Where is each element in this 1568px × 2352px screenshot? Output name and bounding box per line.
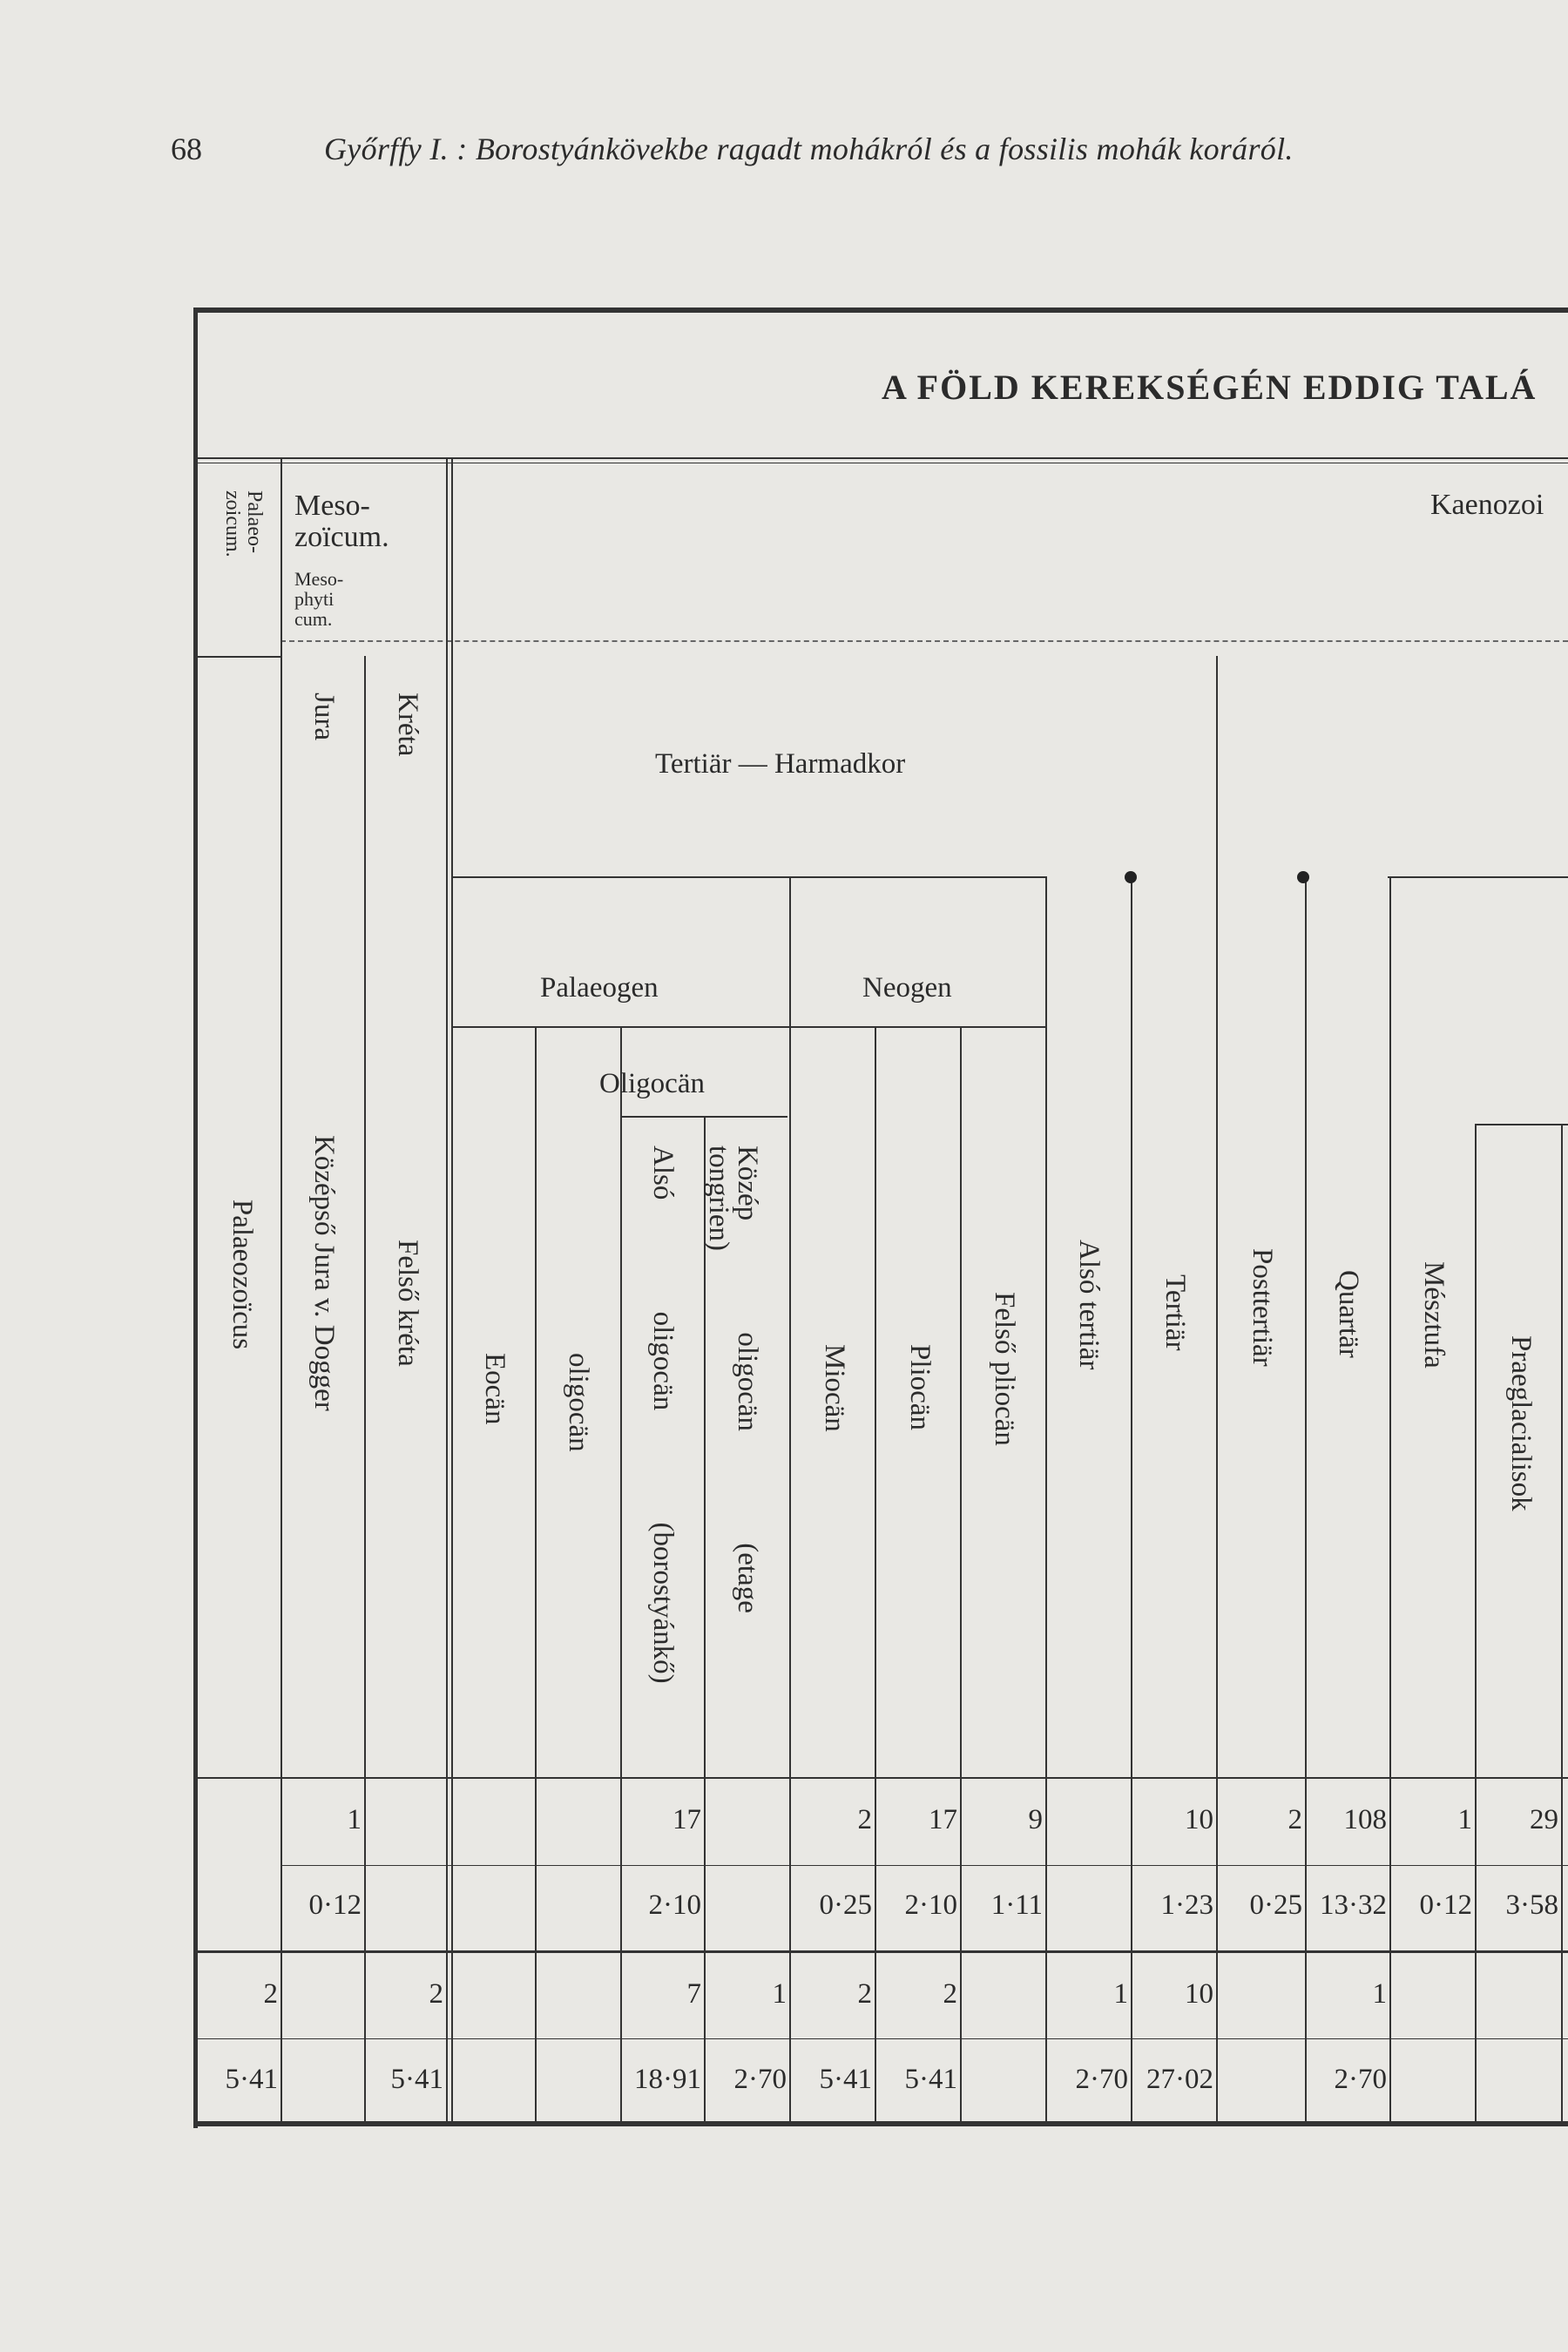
group-oligocan: Oligocän — [599, 1068, 705, 1099]
table-cell: 17 — [929, 1804, 957, 1835]
col-miocan: Miocän — [819, 1344, 850, 1432]
table-cell: 1 — [347, 1804, 362, 1835]
era-dashed-rule — [280, 640, 1568, 642]
col-rule — [364, 656, 366, 2126]
table-cell: 0·25 — [819, 1889, 872, 1921]
table-cell: 10 — [1185, 1978, 1213, 2010]
col-rule — [620, 1028, 622, 2126]
era-palaeozoicum: Palaeo- zoicum. — [220, 490, 266, 558]
table-bottom-border — [193, 2121, 1568, 2126]
table-cell: 2·70 — [1075, 2064, 1128, 2095]
col-rule — [875, 1028, 876, 2126]
era-kaenozoicum: Kaenozoi — [1430, 489, 1544, 521]
page-header — [0, 131, 1568, 174]
table-cell: 2·70 — [1334, 2064, 1387, 2095]
table-cell: 1·23 — [1160, 1889, 1213, 1921]
col-rule — [960, 1028, 962, 2126]
running-title: Győrffy I. : Borostyánkövekbe ragadt mohákról és a fossilis mohák koráról. — [324, 132, 1294, 166]
col-also-oligocan: Alsó oligocän (borostyánkő) — [647, 1146, 679, 1684]
period-jura: Jura — [308, 693, 340, 740]
row-rule-3 — [193, 2038, 1568, 2039]
era-mesozoicum: Meso- zoïcum. — [294, 490, 389, 553]
table-top-border — [193, 308, 1568, 313]
col-rule — [451, 457, 453, 2126]
col-rule — [1475, 1124, 1477, 2126]
col-eocan: Eocän — [479, 1353, 510, 1425]
table-cell: 18·91 — [634, 2064, 701, 2095]
period-tertiar: Tertiär — Harmadkor — [655, 748, 906, 780]
table-cell: 13·32 — [1320, 1889, 1387, 1921]
table-cell: 108 — [1343, 1804, 1387, 1835]
period-rule-right — [1388, 876, 1568, 878]
table-cell: 2·10 — [904, 1889, 957, 1921]
table-cell: 5·41 — [225, 2064, 278, 2095]
table-cell: 1·11 — [990, 1889, 1043, 1921]
table-cell: 1 — [1113, 1978, 1128, 2010]
table-cell: 5·41 — [819, 2064, 872, 2095]
praeglacial-rule — [1477, 1124, 1568, 1125]
table-cell: 2 — [263, 1978, 278, 2010]
era-rule — [193, 656, 280, 658]
table-cell: 10 — [1185, 1804, 1213, 1835]
col-rule — [1131, 876, 1132, 2126]
table-cell: 1 — [772, 1978, 787, 2010]
col-tertiar: Tertiär — [1159, 1274, 1191, 1351]
table-cell: 3·58 — [1505, 1889, 1558, 1921]
table-cell: 17 — [672, 1804, 701, 1835]
table-title: A FÖLD KEREKSÉGÉN EDDIG TALÁ — [882, 368, 1538, 407]
boundary-dot — [1297, 871, 1309, 883]
col-rule — [535, 1028, 537, 2126]
group-palaeogen: Palaeogen — [540, 972, 659, 1004]
col-rule — [1045, 876, 1047, 2126]
col-rule — [1389, 876, 1391, 2126]
col-rule — [789, 876, 791, 2126]
table-cell: 27·02 — [1146, 2064, 1213, 2095]
table-cell: 2·10 — [648, 1889, 701, 1921]
era-mesophyticum: Meso- phyti cum. — [294, 568, 344, 631]
col-rule — [280, 457, 282, 2126]
col-posttertiar: Posttertiär — [1247, 1248, 1278, 1367]
col-rule — [446, 457, 448, 2126]
col-felso-pliocan: Felső pliocän — [989, 1292, 1020, 1446]
table-cell: 2 — [857, 1804, 872, 1835]
table-cell: 1 — [1372, 1978, 1387, 2010]
table-cell: 0·12 — [308, 1889, 362, 1921]
col-rule — [1561, 1124, 1563, 2126]
table-cell: 2 — [1288, 1804, 1302, 1835]
table-cell: 7 — [686, 1978, 701, 2010]
table-cell: 2·70 — [733, 2064, 787, 2095]
row-rule-1 — [280, 1865, 1568, 1866]
table-left-border — [193, 308, 198, 2128]
title-rule — [193, 457, 1568, 459]
table-cell: 2 — [429, 1978, 443, 2010]
col-kozepso-jura: Középső Jura v. Dogger — [308, 1135, 340, 1411]
table-cell: 9 — [1028, 1804, 1043, 1835]
table-cell: 5·41 — [390, 2064, 443, 2095]
col-palaeozoicus: Palaeozoïcus — [226, 1199, 258, 1350]
col-praeglacialisok: Praeglacialisok — [1505, 1335, 1537, 1511]
row-rule-2 — [193, 1950, 1568, 1953]
table-cell: 1 — [1457, 1804, 1472, 1835]
table-cell: 5·41 — [904, 2064, 957, 2095]
period-rule — [453, 876, 1045, 878]
table-cell: 0·12 — [1419, 1889, 1472, 1921]
boundary-dot — [1125, 871, 1137, 883]
col-pliocan: Pliocän — [904, 1344, 936, 1430]
col-kozep-oligocan: Közép oligocän (etage tongrien) — [703, 1146, 763, 1613]
col-rule — [1216, 656, 1218, 2126]
group-rule — [453, 1026, 1045, 1028]
table-cell: 29 — [1530, 1804, 1558, 1835]
data-top-rule — [193, 1777, 1568, 1779]
col-also-tertiar: Alsó tertiär — [1073, 1240, 1105, 1370]
col-felso-kreta: Felső kréta — [392, 1240, 423, 1367]
fossil-moss-table — [193, 308, 1568, 2128]
table-cell: 2 — [857, 1978, 872, 2010]
col-rule — [1305, 876, 1307, 2126]
period-kreta: Kréta — [392, 693, 423, 757]
col-quartar: Quartär — [1333, 1270, 1364, 1358]
table-cell: 0·25 — [1249, 1889, 1302, 1921]
col-oligocan: oligocän — [563, 1353, 594, 1452]
table-cell: 2 — [943, 1978, 957, 2010]
page-number: 68 — [171, 132, 202, 166]
col-mesztufa: Mésztufa — [1418, 1261, 1450, 1369]
group-neogen: Neogen — [862, 972, 952, 1004]
